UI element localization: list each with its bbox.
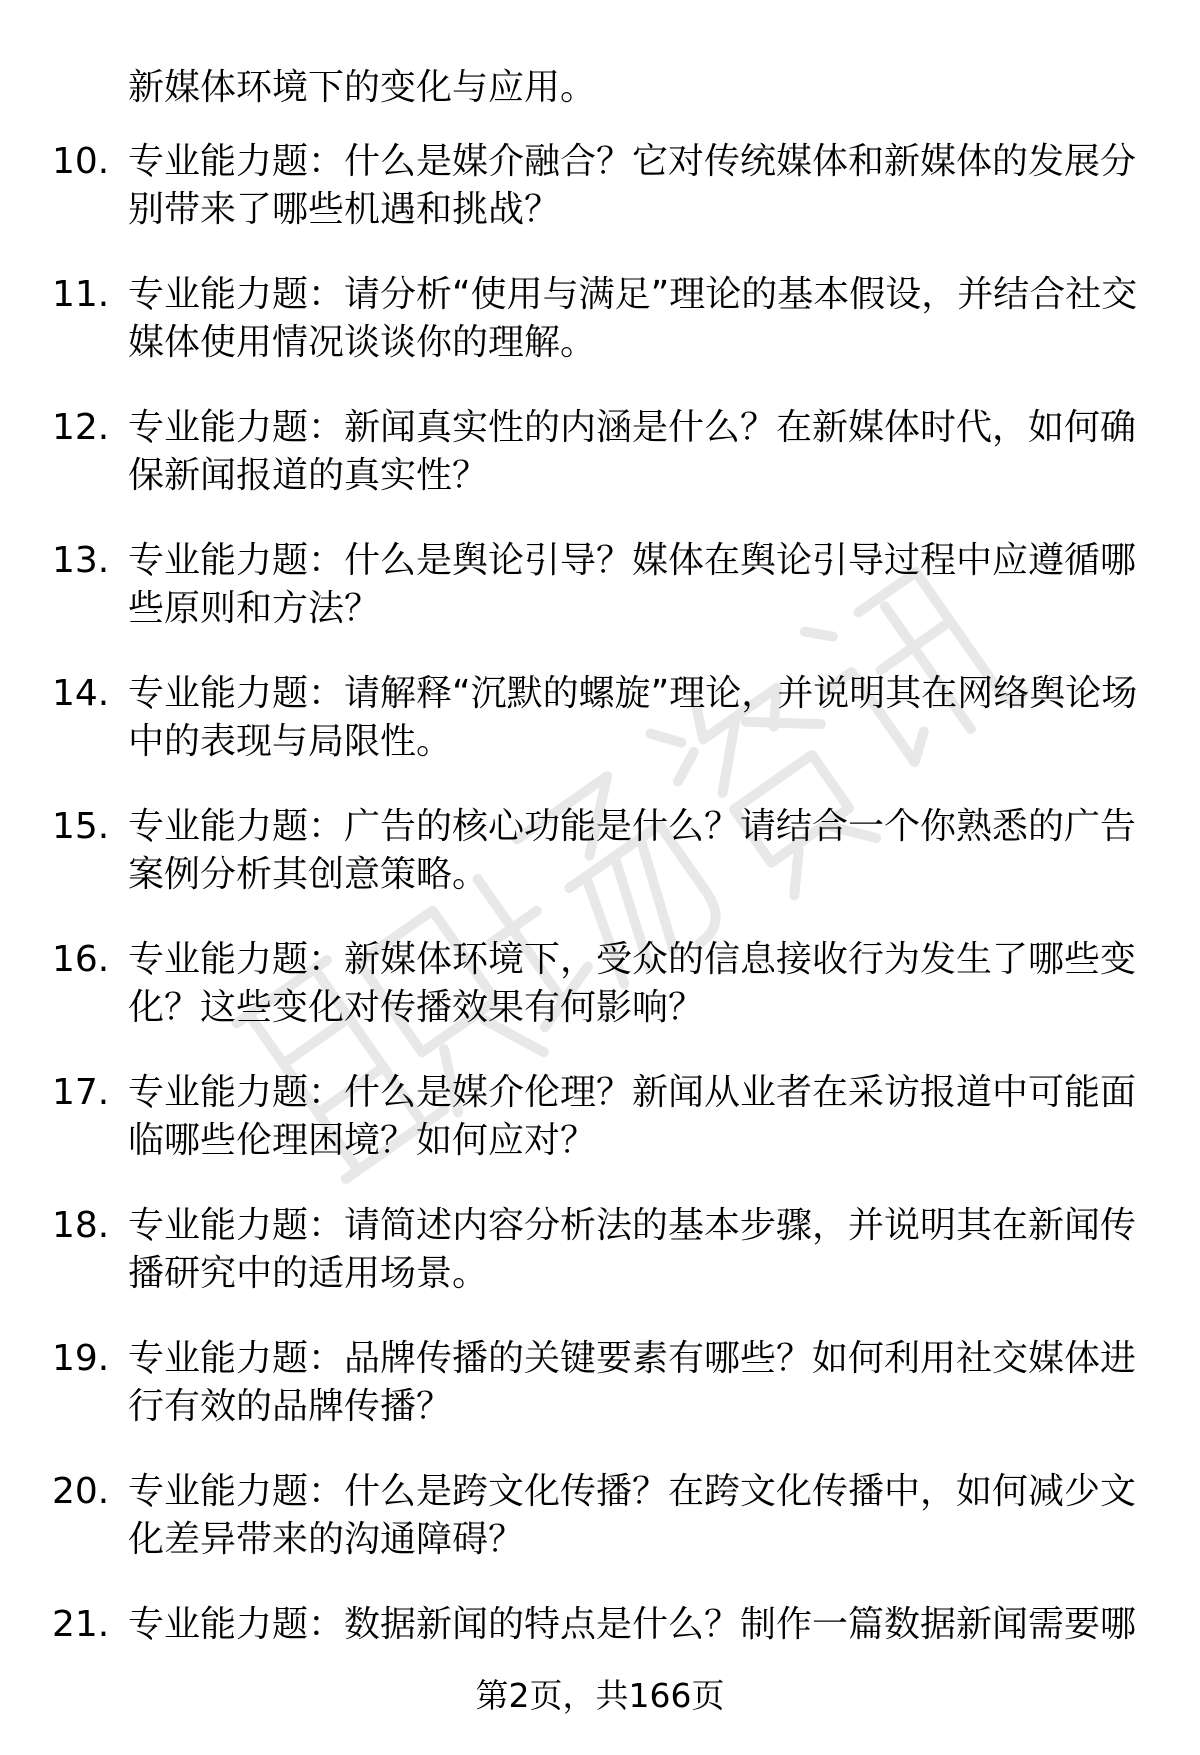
question-item bbox=[0, 936, 1200, 1069]
question-text: 专业能力题：请分析“使用与满足”理论的基本假设，并结合社交媒体使用情况谈谈你的理解。 bbox=[128, 274, 1138, 363]
question-text: 专业能力题：数据新闻的特点是什么？制作一篇数据新闻需要哪 bbox=[128, 1604, 1137, 1645]
question-item bbox=[0, 1069, 1200, 1202]
question-text: 专业能力题：什么是媒介融合？它对传统媒体和新媒体的发展分别带来了哪些机遇和挑战？ bbox=[128, 141, 1137, 230]
question-number: 20. bbox=[52, 1471, 110, 1512]
question-item bbox=[0, 1468, 1200, 1601]
question-number: 10. bbox=[52, 141, 110, 182]
question-text: 专业能力题：什么是舆论引导？媒体在舆论引导过程中应遵循哪些原则和方法？ bbox=[128, 540, 1137, 629]
question-text: 专业能力题：什么是媒介伦理？新闻从业者在采访报道中可能面临哪些伦理困境？如何应对？ bbox=[128, 1072, 1137, 1161]
question-number: 19. bbox=[52, 1338, 110, 1379]
question-item bbox=[0, 138, 1200, 271]
question-item bbox=[0, 537, 1200, 670]
question-number: 18. bbox=[52, 1205, 110, 1246]
question-text: 专业能力题：广告的核心功能是什么？请结合一个你熟悉的广告案例分析其创意策略。 bbox=[128, 806, 1137, 895]
page-number-footer: 第2页，共166页 bbox=[475, 1676, 725, 1715]
question-number: 14. bbox=[52, 673, 110, 714]
question-number: 13. bbox=[52, 540, 110, 581]
question-number: 12. bbox=[52, 407, 110, 448]
question-list bbox=[0, 138, 1200, 1734]
question-number: 11. bbox=[52, 274, 110, 315]
question-item bbox=[0, 271, 1200, 404]
question-number: 16. bbox=[52, 939, 110, 980]
question-text: 专业能力题：什么是跨文化传播？在跨文化传播中，如何减少文化差异带来的沟通障碍？ bbox=[128, 1471, 1137, 1560]
question-number: 21. bbox=[52, 1604, 110, 1645]
question-text: 专业能力题：新闻真实性的内涵是什么？在新媒体时代，如何确保新闻报道的真实性？ bbox=[128, 407, 1137, 496]
question-item bbox=[0, 803, 1200, 936]
question-item bbox=[0, 1202, 1200, 1335]
question-text: 专业能力题：品牌传播的关键要素有哪些？如何利用社交媒体进行有效的品牌传播？ bbox=[128, 1338, 1137, 1427]
question-item bbox=[0, 1335, 1200, 1468]
question-item bbox=[0, 670, 1200, 803]
question-text: 专业能力题：请简述内容分析法的基本步骤，并说明其在新闻传播研究中的适用场景。 bbox=[128, 1205, 1137, 1294]
question-number: 15. bbox=[52, 806, 110, 847]
continuation-text: 新媒体环境下的变化与应用。 bbox=[128, 67, 597, 108]
question-text: 专业能力题：新媒体环境下，受众的信息接收行为发生了哪些变化？这些变化对传播效果有何影响？ bbox=[128, 939, 1137, 1028]
question-item bbox=[0, 404, 1200, 537]
question-number: 17. bbox=[52, 1072, 110, 1113]
question-text: 专业能力题：请解释“沉默的螺旋”理论，并说明其在网络舆论场中的表现与局限性。 bbox=[128, 673, 1138, 762]
